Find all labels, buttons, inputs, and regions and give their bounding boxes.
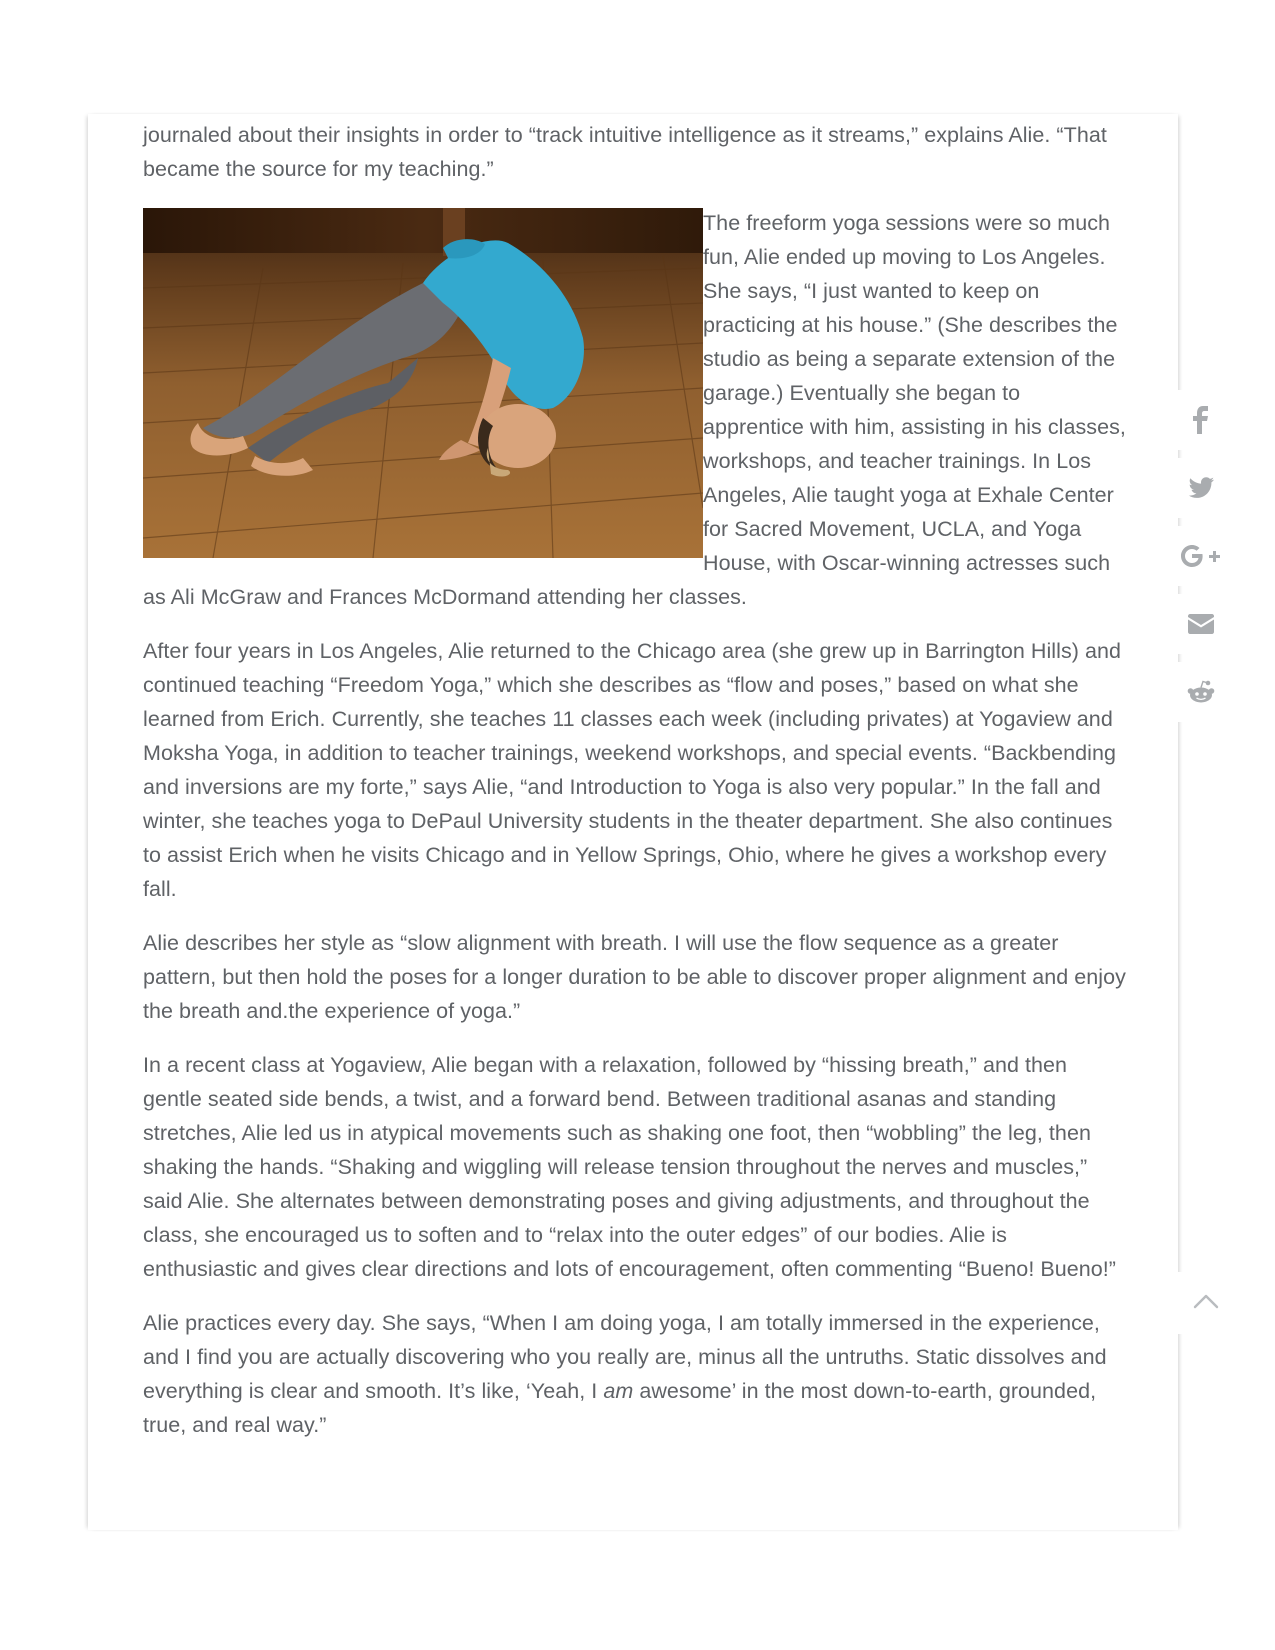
share-facebook-button[interactable] [1172,390,1230,450]
twitter-icon [1188,477,1214,499]
paragraph-5: In a recent class at Yogaview, Alie began with a relaxation, followed by “hissing breath,” and then gentle seated side bends, a twist, and a forward bend. Between traditional asanas and standing stretches, Alie led us in atypical movements such as shaking one foot, then “wobbling” the leg, then shaking the hands. “Shaking and wiggling will release tension throughout the nerves and muscles,” said Alie. She alternates between demonstrating poses and giving adjustments, and throughout the class, she encouraged us to soften and to “relax into the outer edges” of our bodies. Alie is enthusiastic and gives clear directions and lots of encouragement, often commenting “Bueno! Bueno!” [143,1053,1117,1281]
facebook-icon [1191,406,1211,434]
google-plus-icon [1180,543,1222,569]
article-body [143,118,1126,1462]
paragraph-6-text-end: awesome’ in the most down-to-earth, grounded, true, and real way.” [143,1379,1097,1437]
share-bar [1172,390,1230,730]
paragraph-6-text-start: Alie practices every day. She says, “When I am doing yoga, I am totally immersed in the experience, and I find you are actually discovering who you really are, minus all the untruths. Static dissolves and everything is clear and smooth. It’s like, ‘Yeah, I [143,1311,1107,1403]
chevron-up-icon [1193,1293,1219,1314]
reddit-icon [1187,680,1215,704]
share-email-button[interactable] [1172,594,1230,654]
share-twitter-button[interactable] [1172,458,1230,518]
paragraph-2: The freeform yoga sessions were so much fun, Alie ended up moving to Los Angeles. She says, “I just wanted to keep on practicing at his house.” (She describes the studio as being a separate extension of the garage.) Eventually she began to apprentice with him, assisting in his classes, workshops, and teacher trainings. In Los Angeles, Alie taught yoga at Exhale Center for Sacred Movement, UCLA, and Yoga House, with Oscar-winning actresses such as Ali McGraw and Frances McDormand attending her classes. [143,211,1126,609]
paragraph-3: After four years in Los Angeles, Alie returned to the Chicago area (she grew up in Barrington Hills) and continued teaching “Freedom Yoga,” which she describes as “flow and poses,” based on what she learned from Erich. Currently, she teaches 11 classes each week (including privates) at Yogaview and Moksha Yoga, in addition to teacher trainings, weekend workshops, and special events. “Backbending and inversions are my forte,” says Alie, “and Introduction to Yoga is also very popular.” In the fall and winter, she teaches yoga to DePaul University students in the theater department. She also continues to assist Erich when he visits Chicago and in Yellow Springs, Ohio, where he gives a workshop every fall. [143,639,1122,901]
share-google-plus-button[interactable] [1172,526,1230,586]
yoga-photo [143,208,703,558]
share-reddit-button[interactable] [1172,662,1230,722]
email-icon [1188,614,1214,634]
paragraph-1: journaled about their insights in order to “track intuitive intelligence as it streams,” explains Alie. “That became the source for my teaching.” [143,123,1107,181]
back-to-top-button[interactable] [1172,1272,1240,1334]
paragraph-6-emphasis: am [603,1379,634,1403]
paragraph-4: Alie describes her style as “slow alignment with breath. I will use the flow sequence as a greater pattern, but then hold the poses for a longer duration to be able to discover proper alignment and enjoy the breath and.the experience of yoga.” [143,931,1126,1023]
paragraph-6 [143,1306,1126,1442]
